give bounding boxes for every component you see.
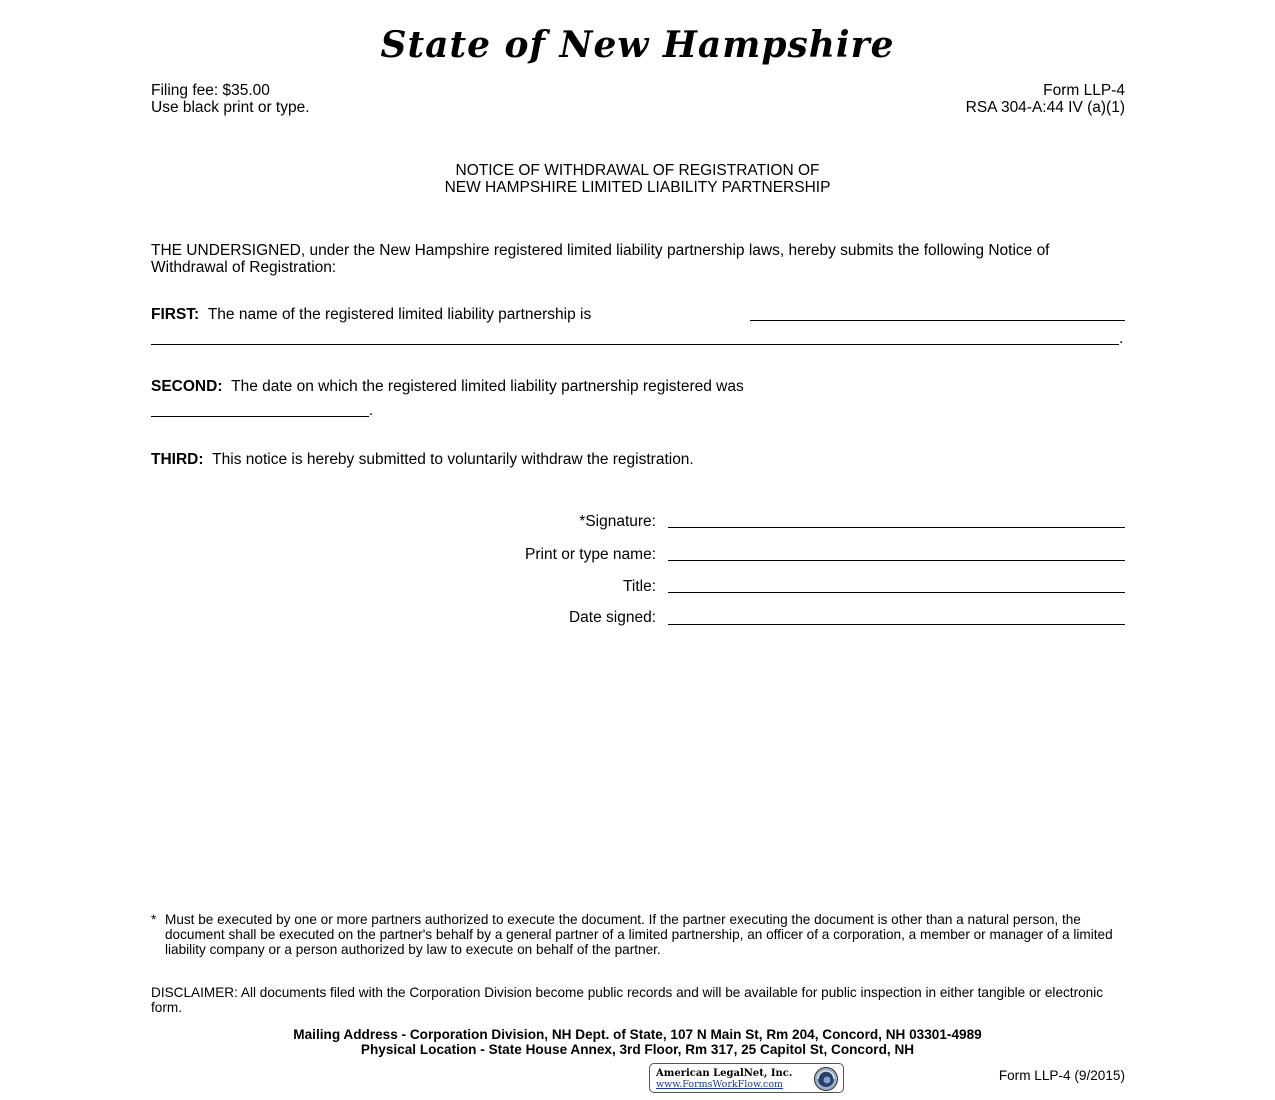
logo-url-link[interactable]: www.FormsWorkFlow.com <box>656 1079 784 1090</box>
second-text: The date on which the registered limited liability partnership registered was <box>231 378 744 395</box>
date-signed-field[interactable] <box>668 624 1125 625</box>
first-label: FIRST: <box>151 306 200 323</box>
notice-heading <box>0 162 1275 196</box>
first-period: . <box>1119 330 1124 347</box>
title-label: Title: <box>622 578 656 595</box>
print-name-label: Print or type name: <box>525 546 656 563</box>
footnote-text: Must be executed by one or more partners authorized to execute the document. If the partner executing the document is other than a natural person, the document shall be executed on the partner's behalf by a general partner of a limited partnership, an officer of a corporation, a member or manager of a limited liability company or a person authorized by law to execute on behalf of the partner. <box>165 912 1113 957</box>
third-text: This notice is hereby submitted to voluntarily withdraw the registration. <box>212 451 694 468</box>
signature-footnote <box>151 912 1126 957</box>
second-period: . <box>369 402 374 419</box>
third-label: THIRD: <box>151 451 204 468</box>
registration-date-field[interactable] <box>151 416 369 417</box>
header-left <box>151 82 310 116</box>
header-right <box>966 82 1125 116</box>
partnership-name-field-line2[interactable] <box>151 344 1119 345</box>
disclaimer: DISCLAIMER: All documents filed with the Corporation Division become public records and will be available for public inspection in either tangible or electronic form. <box>151 985 1104 1015</box>
physical-location: Physical Location - State House Annex, 3rd Floor, Rm 317, 25 Capitol St, Concord, NH <box>360 1042 915 1057</box>
mailing-address: Mailing Address - Corporation Division, NH Dept. of State, 107 N Main St, Rm 204, Concord, NH 03301-4989 <box>293 1027 982 1042</box>
notice-heading-line1: NOTICE OF WITHDRAWAL OF REGISTRATION OF <box>455 162 820 179</box>
filing-fee: Filing fee: $35.00 <box>151 82 270 99</box>
partnership-name-field[interactable] <box>750 320 1125 321</box>
state-title: State of New Hampshire <box>380 24 895 66</box>
first-text: The name of the registered limited liability partnership is <box>207 306 592 323</box>
date-signed-label: Date signed: <box>568 609 656 626</box>
second-label: SECOND: <box>151 378 223 395</box>
notice-heading-line2: NEW HAMPSHIRE LIMITED LIABILITY PARTNERSHIP <box>444 179 831 196</box>
article-third <box>151 451 1126 468</box>
form-code: Form LLP-4 (9/2015) <box>998 1068 1125 1083</box>
print-name-field[interactable] <box>668 560 1125 561</box>
form-number: Form LLP-4 <box>1043 82 1125 99</box>
statute-reference: RSA 304-A:44 IV (a)(1) <box>965 99 1125 116</box>
title-field[interactable] <box>668 592 1125 593</box>
signature-label: *Signature: <box>579 513 656 530</box>
intro-paragraph: THE UNDERSIGNED, under the New Hampshire registered limited liability partnership laws, hereby submits the following Notice of Withdrawal of Registration: <box>151 242 1050 276</box>
american-legalnet-logo[interactable] <box>649 1063 844 1093</box>
article-second <box>151 378 1126 395</box>
print-instruction: Use black print or type. <box>151 99 310 116</box>
signature-field[interactable] <box>668 527 1125 528</box>
logo-company-name: American LegalNet, Inc. <box>656 1068 793 1079</box>
footnote-marker: * <box>151 912 157 927</box>
globe-icon <box>813 1066 839 1092</box>
